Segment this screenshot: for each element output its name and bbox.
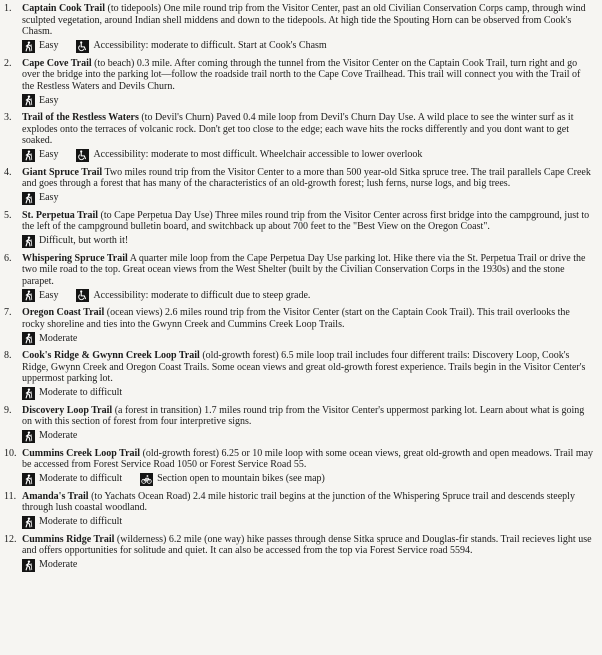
trail-description (22, 3, 594, 38)
bicycle-icon (140, 473, 153, 486)
trail-details: (a forest in transition) 1.7 miles round trip from the Visitor Center's uppermost parking lot. Learn about what is going on with this section of forest from four interpretive signs. (22, 404, 585, 427)
hiker-icon (22, 289, 35, 302)
difficulty-label: Easy (39, 94, 59, 106)
hiker-icon (22, 94, 35, 107)
difficulty-label: Moderate (39, 559, 78, 570)
trail-number: 6. (4, 252, 12, 264)
wheelchair-icon (76, 40, 89, 53)
hiker-icon (22, 40, 35, 53)
trail-entry-12 (4, 534, 594, 572)
trail-number: 3. (4, 112, 12, 123)
trail-details: (to beach) 0.3 mile. After coming through the tunnel from the Visitor Center on the Captain Cook Trail, turn right and go over the bridge into the parking lot—follow the roadside trail north to the Cape Cove Trailhead. This trail will connect you with the Trail of the Restless Waters and Devils Churn. (22, 57, 581, 92)
difficulty-rating (22, 40, 58, 53)
trail-number: 5. (4, 209, 12, 221)
trail-meta (22, 289, 594, 302)
trail-details: (wilderness) 6.2 mile (one way) hike passes through dense Sitka spruce and Douglas-fir stands. Trail recieves light use and offers opportunities for solitude and quiet. It can also be accessed from the top via Forest Service road 5594. (22, 533, 592, 556)
trail-details: (to Devil's Churn) Paved 0.4 mile loop from Devil's Churn Day Use. A wild place to see the winter surf as it explodes onto the terraces of volcanic rock. Don't get too close to the edge; each wave hits the rocks differently and you dont want to get soaked. (22, 112, 574, 146)
trail-entry-9 (4, 405, 594, 443)
hiker-icon (22, 473, 35, 486)
trail-name: Trail of the Restless Waters (22, 112, 139, 123)
hiker-icon (22, 516, 35, 529)
trail-number: 9. (4, 404, 12, 416)
trail-meta (22, 332, 594, 345)
trail-note-text: Accessibility: moderate to difficult. Start at Cook's Chasm (93, 40, 327, 51)
trail-note (76, 40, 326, 53)
trail-number: 2. (4, 57, 12, 69)
trail-meta (22, 559, 594, 572)
trail-entry-11 (4, 491, 594, 529)
hiker-icon (22, 149, 35, 162)
trail-meta (22, 94, 594, 107)
trail-description (22, 167, 594, 190)
trail-description (22, 58, 594, 93)
trail-number: 4. (4, 166, 12, 178)
trail-number: 8. (4, 350, 12, 361)
trail-entry-2 (4, 58, 594, 108)
trail-number: 10. (4, 447, 17, 459)
trail-description (22, 405, 594, 428)
trail-description (22, 350, 594, 385)
trail-details: A quarter mile loop from the Cape Perpetua Day Use parking lot. Hike there via the St. Perpetua Trail or drive the two mile road to the top. Great ocean views from the West Shelter (built by the Civilian Conservation Corps in the 1930s) and the stone parapet. (22, 252, 586, 287)
trail-name: Oregon Coast Trail (22, 307, 105, 318)
difficulty-rating (22, 289, 58, 302)
trail-name: Whispering Spruce Trail (22, 252, 128, 264)
difficulty-rating (22, 149, 58, 162)
trail-details: (old-growth forest) 6.25 or 10 mile loop with some ocean views, great old-growth and open meadows. Trail may be accessed from Forest Service Road 1050 or Forest Service Road 55. (22, 447, 594, 470)
trail-details: (old-growth forest) 6.5 mile loop trail includes four different trails: Discovery Loop, Cook's Ridge, Gwynn Creek and Oregon Coast Trails. Some ocean views and great old-growth forest experience. Trails begin in the Visitor Center's uppermost parking lot. (22, 350, 586, 384)
trail-description (22, 448, 594, 471)
trail-entry-10 (4, 448, 594, 486)
trail-entry-1 (4, 3, 594, 53)
trail-description (22, 491, 594, 514)
difficulty-rating (22, 332, 77, 345)
trail-note (76, 289, 310, 302)
difficulty-rating (22, 516, 122, 529)
difficulty-label: Easy (39, 289, 59, 301)
difficulty-label: Moderate (39, 430, 78, 441)
difficulty-rating (22, 235, 128, 248)
trail-details: (to Cape Perpetua Day Use) Three miles round trip from the Visitor Center across first bridge into the campground, just to the left of the campground bulletin board, and switchback up about 700 feet to the "Best View on the Oregon Coast". (22, 209, 590, 232)
hiker-icon (22, 235, 35, 248)
trail-entry-4 (4, 167, 594, 205)
difficulty-rating (22, 559, 77, 572)
trail-note (140, 473, 325, 486)
trail-number: 7. (4, 307, 12, 318)
trail-name: Cape Cove Trail (22, 57, 92, 69)
hiker-icon (22, 387, 35, 400)
trail-description (22, 534, 594, 557)
trail-details: (ocean views) 2.6 miles round trip from the Visitor Center (start on the Captain Cook Trail). This trail overlooks the rocky shoreline and ties into the Gwynn Creek and Cummins Creek Loop Trails. (22, 307, 570, 330)
difficulty-label: Moderate to difficult (39, 516, 123, 527)
trail-name: St. Perpetua Trail (22, 209, 99, 221)
trail-name: Cook's Ridge & Gwynn Creek Loop Trail (22, 350, 200, 361)
hiker-icon (22, 559, 35, 572)
trail-meta (22, 516, 594, 529)
trail-entry-7 (4, 307, 594, 345)
trail-note-text: Accessibility: moderate to difficult due to steep grade. (93, 289, 311, 301)
trail-entry-5 (4, 210, 594, 248)
difficulty-label: Difficult, but worth it! (39, 235, 129, 246)
difficulty-rating (22, 192, 58, 205)
difficulty-label: Easy (39, 40, 59, 51)
difficulty-rating (22, 387, 122, 400)
trail-note-text: Section open to mountain bikes (see map) (157, 473, 325, 484)
trail-note (76, 149, 422, 162)
trail-number: 12. (4, 533, 17, 545)
difficulty-rating (22, 473, 122, 486)
trail-name: Giant Spruce Trail (22, 166, 103, 178)
trail-number: 11. (4, 490, 17, 502)
trail-meta (22, 192, 594, 205)
difficulty-label: Easy (39, 192, 59, 203)
difficulty-rating (22, 94, 58, 107)
trail-name: Cummins Ridge Trail (22, 533, 115, 545)
trail-description (22, 253, 594, 288)
wheelchair-icon (76, 149, 89, 162)
trail-name: Captain Cook Trail (22, 3, 105, 14)
trail-entry-6 (4, 253, 594, 303)
trail-note-text: Accessibility: moderate to most difficult. Wheelchair accessible to lower overlook (93, 149, 423, 160)
difficulty-label: Moderate (39, 332, 78, 344)
trail-details: (to Yachats Ocean Road) 2.4 mile historic trail begins at the junction of the Whispering Spruce trail and descends steeply through lush coastal woodland. (22, 490, 575, 513)
trail-name: Discovery Loop Trail (22, 404, 113, 416)
trail-meta (22, 430, 594, 443)
trail-description (22, 307, 594, 330)
difficulty-label: Easy (39, 149, 59, 160)
trail-meta (22, 40, 594, 53)
trail-description (22, 112, 594, 147)
trail-name: Amanda's Trail (22, 490, 89, 502)
hiker-icon (22, 430, 35, 443)
difficulty-label: Moderate to difficult (39, 387, 123, 398)
trail-details: Two miles round trip from the Visitor Center to a more than 500 year-old Sitka spruce tree. The trail parallels Cape Creek and goes through a forest that has many of the characteristics of an old-growth forest; lush ferns, nurse logs, and big trees. (22, 166, 591, 189)
trail-number: 1. (4, 3, 12, 14)
trail-entry-8 (4, 350, 594, 400)
trail-entry-3 (4, 112, 594, 162)
wheelchair-icon (76, 289, 89, 302)
trail-details: (to tidepools) One mile round trip from the Visitor Center, past an old Civilian Conservation Corps camp, through wind sculpted vegetation, around Indian shell middens and down to the tidepools. At high tide the Spouting Horn can be observed from Cook's Chasm. (22, 3, 586, 37)
difficulty-rating (22, 430, 77, 443)
trail-meta (22, 387, 594, 400)
trail-name: Cummins Creek Loop Trail (22, 447, 141, 459)
trail-meta (22, 235, 594, 248)
difficulty-label: Moderate to difficult (39, 473, 123, 484)
trail-meta (22, 149, 594, 162)
hiker-icon (22, 332, 35, 345)
trail-description (22, 210, 594, 233)
trail-meta (22, 473, 594, 486)
hiker-icon (22, 192, 35, 205)
